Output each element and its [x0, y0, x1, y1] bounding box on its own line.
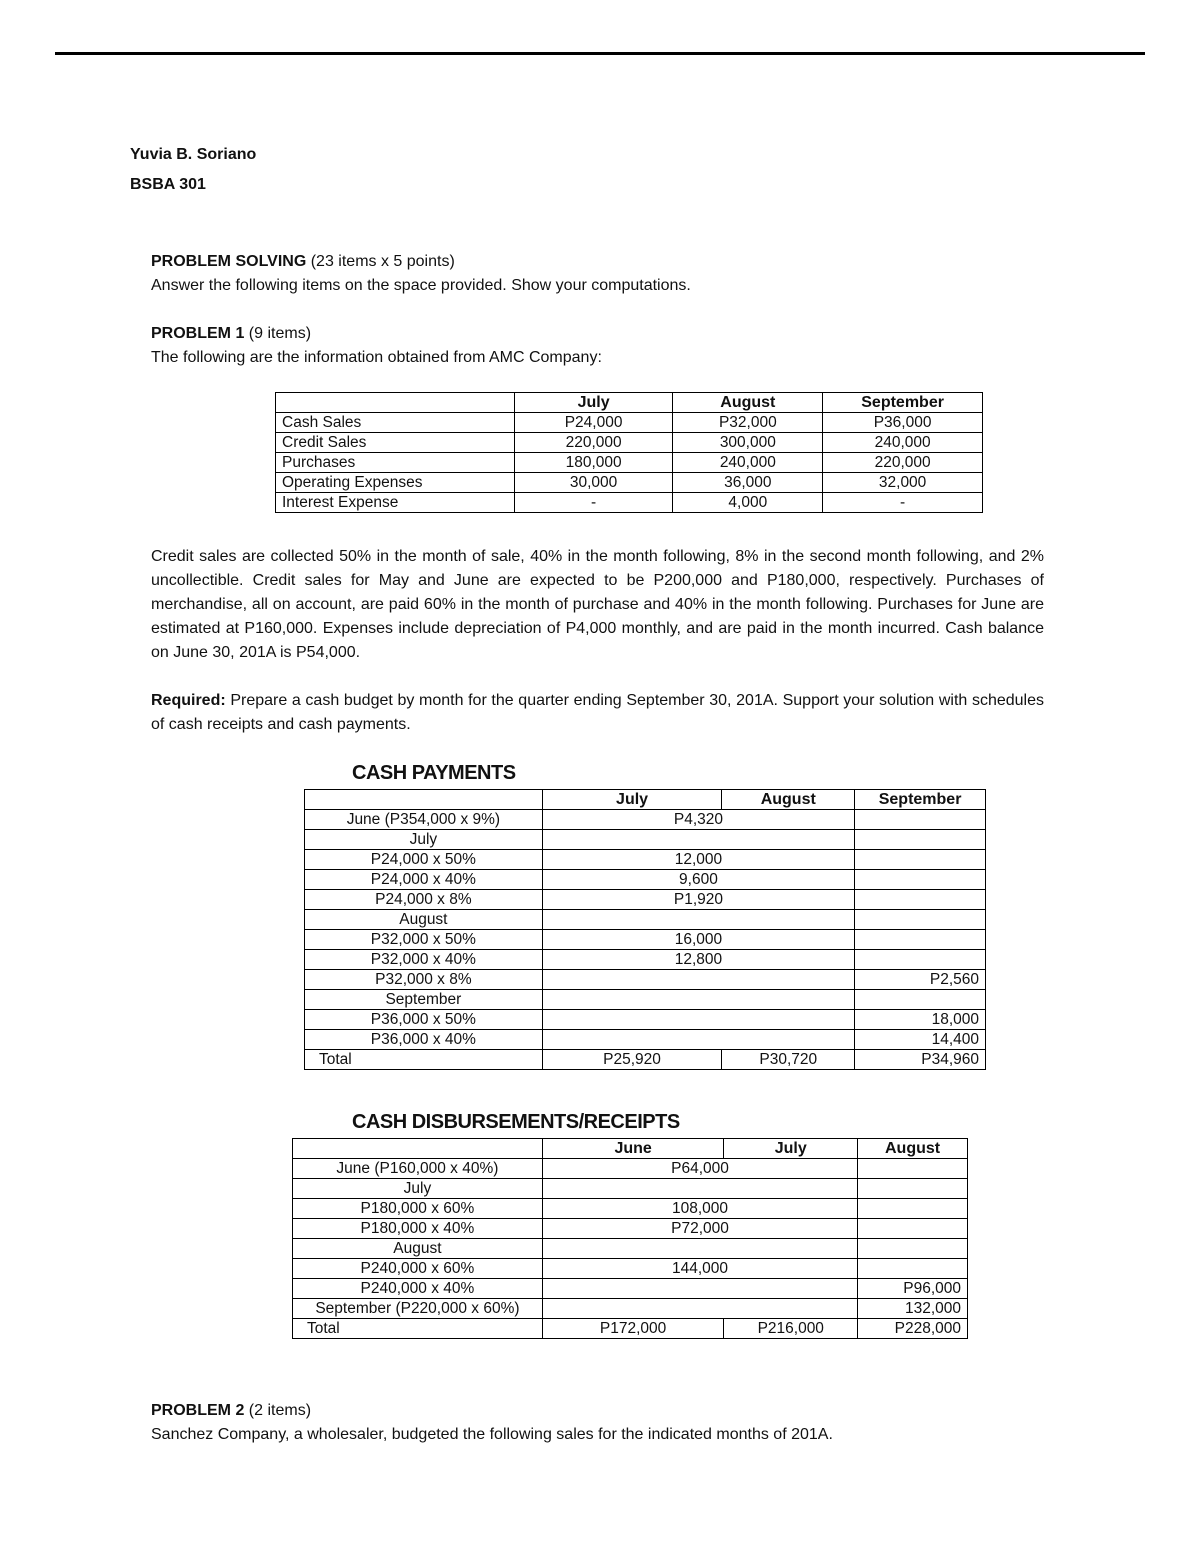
table-cell — [542, 1239, 857, 1259]
table-cell — [855, 830, 986, 850]
table-cell — [858, 1179, 968, 1199]
row-label: P32,000 x 50% — [305, 930, 543, 950]
row-label: P24,000 x 40% — [305, 870, 543, 890]
row-label: Operating Expenses — [276, 473, 515, 493]
row-label: P36,000 x 40% — [305, 1030, 543, 1050]
row-label: July — [305, 830, 543, 850]
required-text: Prepare a cash budget by month for the quarter ending September 30, 201A. Support your solution with schedules of cash receipts and cash payments. — [151, 692, 1044, 733]
table-cell: 220,000 — [514, 433, 673, 453]
table-row — [276, 473, 983, 493]
table-cell — [855, 850, 986, 870]
row-label: P180,000 x 60% — [293, 1199, 543, 1219]
row-label: September (P220,000 x 60%) — [293, 1299, 543, 1319]
row-label: Credit Sales — [276, 433, 515, 453]
table-header-row — [305, 790, 986, 810]
required-label: Required: — [151, 692, 226, 709]
problem1-title: PROBLEM 1 — [151, 325, 245, 342]
table-cell: 220,000 — [823, 453, 983, 473]
problem2-note: (2 items) — [248, 1402, 312, 1419]
table-row — [293, 1279, 968, 1299]
total-cell: P216,000 — [724, 1319, 858, 1339]
total-cell: P30,720 — [722, 1050, 855, 1070]
amc-data-table — [275, 392, 983, 513]
table-cell: P64,000 — [542, 1159, 857, 1179]
problem2-heading — [151, 1402, 311, 1420]
table-cell: P72,000 — [542, 1219, 857, 1239]
instruction-text: Answer the following items on the space provided. Show your computations. — [151, 277, 691, 294]
row-label: P32,000 x 40% — [305, 950, 543, 970]
table-cell: 4,000 — [673, 493, 823, 513]
table-row — [305, 930, 986, 950]
cash-payments-table — [304, 789, 986, 1070]
row-label: P24,000 x 8% — [305, 890, 543, 910]
table-cell — [542, 1179, 857, 1199]
table-cell — [542, 1279, 857, 1299]
table-cell: 300,000 — [673, 433, 823, 453]
row-label: June (P354,000 x 9%) — [305, 810, 543, 830]
table-cell: 108,000 — [542, 1199, 857, 1219]
table-cell — [858, 1159, 968, 1179]
column-header: September — [855, 790, 986, 810]
table-row — [276, 453, 983, 473]
table-cell — [858, 1259, 968, 1279]
total-cell: P172,000 — [542, 1319, 724, 1339]
table-row — [276, 433, 983, 453]
table-row — [293, 1179, 968, 1199]
table-cell — [858, 1199, 968, 1219]
table-cell: 132,000 — [858, 1299, 968, 1319]
table-cell: 14,400 — [855, 1030, 986, 1050]
total-cell: P34,960 — [855, 1050, 986, 1070]
total-cell: P25,920 — [542, 1050, 722, 1070]
corner-cell — [305, 790, 543, 810]
table-row — [305, 830, 986, 850]
table-row — [305, 850, 986, 870]
table-cell — [855, 930, 986, 950]
table-row — [305, 870, 986, 890]
table-row — [305, 910, 986, 930]
table-cell — [542, 830, 854, 850]
table-cell: 12,800 — [542, 950, 854, 970]
table-row — [293, 1159, 968, 1179]
column-header: June — [542, 1139, 724, 1159]
total-cell: P228,000 — [858, 1319, 968, 1339]
table-cell — [542, 1299, 857, 1319]
table-cell: 32,000 — [823, 473, 983, 493]
table-row — [276, 413, 983, 433]
row-label: P180,000 x 40% — [293, 1219, 543, 1239]
cash-disbursements-table — [292, 1138, 968, 1339]
table-cell: P32,000 — [673, 413, 823, 433]
cash-payments-title: CASH PAYMENTS — [352, 762, 516, 784]
table-cell: - — [514, 493, 673, 513]
table-cell — [855, 890, 986, 910]
problem-solving-heading — [151, 253, 455, 271]
column-header: September — [823, 393, 983, 413]
row-label: August — [293, 1239, 543, 1259]
table-cell — [542, 990, 854, 1010]
table-row — [305, 1030, 986, 1050]
table-cell: 180,000 — [514, 453, 673, 473]
problem-solving-note: (23 items x 5 points) — [310, 253, 455, 270]
row-label: P36,000 x 50% — [305, 1010, 543, 1030]
row-label: September — [305, 990, 543, 1010]
column-header: August — [722, 790, 855, 810]
table-row — [305, 970, 986, 990]
table-cell — [855, 950, 986, 970]
problem-solving-title: PROBLEM SOLVING — [151, 253, 307, 270]
table-row — [293, 1219, 968, 1239]
total-row — [293, 1319, 968, 1339]
table-cell — [855, 810, 986, 830]
table-row — [293, 1199, 968, 1219]
required-paragraph — [151, 689, 1044, 737]
corner-cell — [276, 393, 515, 413]
table-cell — [855, 870, 986, 890]
table-row — [293, 1239, 968, 1259]
table-cell: 240,000 — [823, 433, 983, 453]
problem1-heading — [151, 325, 311, 343]
column-header: August — [673, 393, 823, 413]
table-cell — [855, 910, 986, 930]
table-cell: 36,000 — [673, 473, 823, 493]
total-label: Total — [293, 1319, 543, 1339]
table-row — [305, 990, 986, 1010]
row-label: P24,000 x 50% — [305, 850, 543, 870]
table-cell — [542, 910, 854, 930]
problem1-note: (9 items) — [248, 325, 312, 342]
row-label: P32,000 x 8% — [305, 970, 543, 990]
row-label: Purchases — [276, 453, 515, 473]
table-row — [293, 1259, 968, 1279]
corner-cell — [293, 1139, 543, 1159]
table-cell: 9,600 — [542, 870, 854, 890]
column-header: August — [858, 1139, 968, 1159]
table-cell: 18,000 — [855, 1010, 986, 1030]
table-row — [276, 493, 983, 513]
column-header: July — [514, 393, 673, 413]
table-cell: P24,000 — [514, 413, 673, 433]
table-row — [305, 890, 986, 910]
table-cell: P4,320 — [542, 810, 854, 830]
header-rule — [55, 52, 1145, 55]
problem1-paragraph: Credit sales are collected 50% in the month of sale, 40% in the month following, 8% in the second month following, and 2% uncollectible. Credit sales for May and June are expected to be P200,000 and P180,000, respectively. Purchases of merchandise, all on account, are paid 60% in the month of purchase and 40% in the month following. Purchases for June are estimated at P160,000. Expenses include depreciation of P4,000 monthly, and are paid in the month incurred. Cash balance on June 30, 201A is P54,000. — [151, 548, 1044, 661]
row-label: June (P160,000 x 40%) — [293, 1159, 543, 1179]
table-cell — [542, 1030, 854, 1050]
row-label: Interest Expense — [276, 493, 515, 513]
table-cell: 12,000 — [542, 850, 854, 870]
table-cell: P36,000 — [823, 413, 983, 433]
table-cell: P96,000 — [858, 1279, 968, 1299]
table-row — [305, 950, 986, 970]
table-cell — [858, 1239, 968, 1259]
table-cell: - — [823, 493, 983, 513]
total-row — [305, 1050, 986, 1070]
row-label: August — [305, 910, 543, 930]
table-cell: 240,000 — [673, 453, 823, 473]
row-label: P240,000 x 60% — [293, 1259, 543, 1279]
table-header-row — [293, 1139, 968, 1159]
table-cell — [542, 1010, 854, 1030]
problem2-intro: Sanchez Company, a wholesaler, budgeted the following sales for the indicated months of 201A. — [151, 1426, 833, 1443]
table-cell: P1,920 — [542, 890, 854, 910]
total-label: Total — [305, 1050, 543, 1070]
course-code: BSBA 301 — [130, 176, 206, 193]
problem1-intro: The following are the information obtained from AMC Company: — [151, 349, 602, 366]
table-row — [293, 1299, 968, 1319]
problem2-title: PROBLEM 2 — [151, 1402, 245, 1419]
table-cell — [858, 1219, 968, 1239]
table-row — [305, 810, 986, 830]
table-cell: 144,000 — [542, 1259, 857, 1279]
row-label: Cash Sales — [276, 413, 515, 433]
table-header-row — [276, 393, 983, 413]
column-header: July — [542, 790, 722, 810]
student-name: Yuvia B. Soriano — [130, 146, 257, 163]
column-header: July — [724, 1139, 858, 1159]
row-label: P240,000 x 40% — [293, 1279, 543, 1299]
table-cell: P2,560 — [855, 970, 986, 990]
table-cell: 16,000 — [542, 930, 854, 950]
cash-disbursements-title: CASH DISBURSEMENTS/RECEIPTS — [352, 1111, 680, 1133]
table-row — [305, 1010, 986, 1030]
row-label: July — [293, 1179, 543, 1199]
table-cell — [855, 990, 986, 1010]
table-cell — [542, 970, 854, 990]
table-cell: 30,000 — [514, 473, 673, 493]
